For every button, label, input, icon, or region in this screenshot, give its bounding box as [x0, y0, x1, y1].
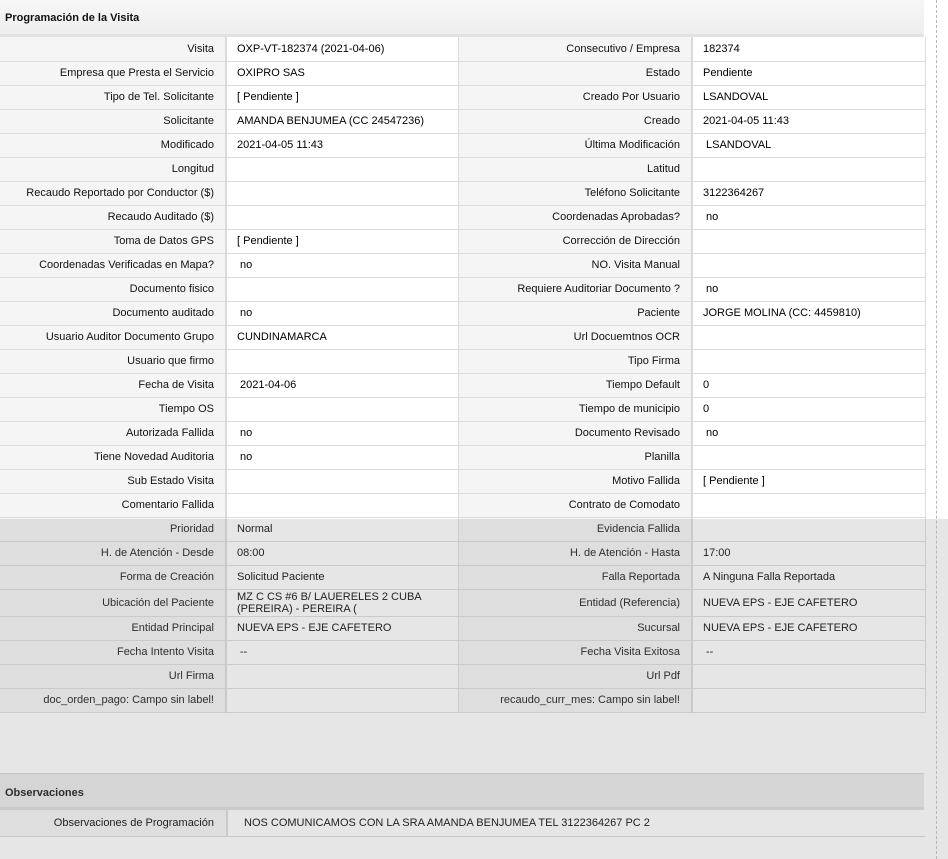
field-label: Recaudo Auditado ($): [0, 205, 226, 229]
field-label: Planilla: [458, 445, 692, 469]
field-label: Modificado: [0, 133, 226, 157]
field-label: Motivo Fallida: [458, 469, 692, 493]
field-label: Contrato de Comodato: [458, 493, 692, 517]
field-value: --: [692, 640, 925, 664]
table-row: [0, 61, 925, 85]
observaciones-row: [0, 810, 925, 837]
field-label: Sucursal: [458, 616, 692, 640]
field-label: Longitud: [0, 157, 226, 181]
table-row: [0, 37, 925, 61]
field-label: Sub Estado Visita: [0, 469, 226, 493]
field-label: Url Pdf: [458, 664, 692, 688]
table-row: [0, 517, 925, 541]
field-label: Consecutivo / Empresa: [458, 37, 692, 61]
field-value: [ Pendiente ]: [226, 229, 458, 253]
field-label: Forma de Creación: [0, 565, 226, 589]
table-row: [0, 205, 925, 229]
field-value: CUNDINAMARCA: [226, 325, 458, 349]
field-value: OXP-VT-182374 (2021-04-06): [226, 37, 458, 61]
field-value: [ Pendiente ]: [226, 85, 458, 109]
visit-details-body: [0, 37, 925, 712]
field-label: Teléfono Solicitante: [458, 181, 692, 205]
field-value: no: [226, 301, 458, 325]
table-row: [0, 301, 925, 325]
field-label: Fecha Visita Exitosa: [458, 640, 692, 664]
table-row: [0, 229, 925, 253]
field-value: [692, 253, 925, 277]
table-row: [0, 397, 925, 421]
field-value: --: [226, 640, 458, 664]
field-value: MZ C CS #6 B/ LAUERELES 2 CUBA (PEREIRA) - PEREIRA (: [226, 589, 458, 616]
table-row: [0, 133, 925, 157]
field-value: [226, 181, 458, 205]
table-row: [0, 640, 925, 664]
field-label: Fecha de Visita: [0, 373, 226, 397]
observaciones-value: NOS COMUNICAMOS CON LA SRA AMANDA BENJUMEA TEL 3122364267 PC 2: [226, 810, 925, 836]
field-label: Tiempo Default: [458, 373, 692, 397]
field-value: [226, 157, 458, 181]
field-label: Coordenadas Aprobadas?: [458, 205, 692, 229]
field-label: Toma de Datos GPS: [0, 229, 226, 253]
field-value: [ Pendiente ]: [692, 469, 925, 493]
field-label: Entidad (Referencia): [458, 589, 692, 616]
field-value: 182374: [692, 37, 925, 61]
field-label: Creado: [458, 109, 692, 133]
field-value: no: [692, 421, 925, 445]
field-value: [226, 664, 458, 688]
table-row: [0, 277, 925, 301]
field-value: [692, 445, 925, 469]
field-label: Empresa que Presta el Servicio: [0, 61, 226, 85]
table-row: [0, 253, 925, 277]
field-label: Requiere Auditoriar Documento ?: [458, 277, 692, 301]
field-value: 17:00: [692, 541, 925, 565]
field-label: Creado Por Usuario: [458, 85, 692, 109]
field-value: 2021-04-05 11:43: [226, 133, 458, 157]
field-value: no: [692, 205, 925, 229]
field-value: NUEVA EPS - EJE CAFETERO: [226, 616, 458, 640]
table-row: [0, 493, 925, 517]
field-label: Prioridad: [0, 517, 226, 541]
field-value: no: [692, 277, 925, 301]
field-label: Usuario Auditor Documento Grupo: [0, 325, 226, 349]
field-value: [226, 205, 458, 229]
field-label: Corrección de Dirección: [458, 229, 692, 253]
table-row: [0, 664, 925, 688]
table-row: [0, 616, 925, 640]
field-label: Estado: [458, 61, 692, 85]
field-value: NUEVA EPS - EJE CAFETERO: [692, 589, 925, 616]
table-row: [0, 589, 925, 616]
field-label: Tipo Firma: [458, 349, 692, 373]
field-value: no: [226, 253, 458, 277]
field-label: Documento auditado: [0, 301, 226, 325]
table-row: [0, 688, 925, 712]
table-row: [0, 445, 925, 469]
field-value: LSANDOVAL: [692, 85, 925, 109]
field-value: 08:00: [226, 541, 458, 565]
field-label: Usuario que firmo: [0, 349, 226, 373]
field-label: Ubicación del Paciente: [0, 589, 226, 616]
field-value: 2021-04-05 11:43: [692, 109, 925, 133]
field-value: [226, 688, 458, 712]
table-row: [0, 181, 925, 205]
field-value: [692, 493, 925, 517]
table-row: [0, 157, 925, 181]
field-label: Autorizada Fallida: [0, 421, 226, 445]
field-label: Visita: [0, 37, 226, 61]
field-value: [692, 157, 925, 181]
field-value: A Ninguna Falla Reportada: [692, 565, 925, 589]
field-label: H. de Atención - Hasta: [458, 541, 692, 565]
field-value: [692, 517, 925, 541]
field-label: Tiempo de municipio: [458, 397, 692, 421]
field-label: Comentario Fallida: [0, 493, 226, 517]
field-value: [692, 688, 925, 712]
field-label: Recaudo Reportado por Conductor ($): [0, 181, 226, 205]
field-value: [692, 349, 925, 373]
field-value: Solicitud Paciente: [226, 565, 458, 589]
field-value: no: [226, 421, 458, 445]
field-label: Tiempo OS: [0, 397, 226, 421]
field-value: no: [226, 445, 458, 469]
field-value: OXIPRO SAS: [226, 61, 458, 85]
table-row: [0, 421, 925, 445]
field-value: [692, 664, 925, 688]
field-value: LSANDOVAL: [692, 133, 925, 157]
field-label: Entidad Principal: [0, 616, 226, 640]
table-row: [0, 541, 925, 565]
field-value: [226, 277, 458, 301]
field-value: AMANDA BENJUMEA (CC 24547236): [226, 109, 458, 133]
table-row: [0, 565, 925, 589]
field-value: 3122364267: [692, 181, 925, 205]
scroll-guide-line: [936, 0, 937, 859]
table-row: [0, 85, 925, 109]
field-value: [226, 397, 458, 421]
field-label: Paciente: [458, 301, 692, 325]
field-label: Solicitante: [0, 109, 226, 133]
field-label: doc_orden_pago: Campo sin label!: [0, 688, 226, 712]
field-label: recaudo_curr_mes: Campo sin label!: [458, 688, 692, 712]
field-value: [692, 325, 925, 349]
field-label: H. de Atención - Desde: [0, 541, 226, 565]
table-row: [0, 469, 925, 493]
field-label: Falla Reportada: [458, 565, 692, 589]
field-value: [226, 493, 458, 517]
field-label: Tiene Novedad Auditoria: [0, 445, 226, 469]
field-label: Evidencia Fallida: [458, 517, 692, 541]
field-label: Documento fisico: [0, 277, 226, 301]
field-label: Tipo de Tel. Solicitante: [0, 85, 226, 109]
table-row: [0, 349, 925, 373]
field-value: 2021-04-06: [226, 373, 458, 397]
field-value: 0: [692, 373, 925, 397]
table-row: [0, 325, 925, 349]
field-value: [692, 229, 925, 253]
observaciones-header: Observaciones: [0, 773, 924, 810]
field-label: NO. Visita Manual: [458, 253, 692, 277]
programacion-header: Programación de la Visita: [0, 0, 924, 37]
field-label: Coordenadas Verificadas en Mapa?: [0, 253, 226, 277]
field-label: Url Docuemtnos OCR: [458, 325, 692, 349]
field-value: [226, 469, 458, 493]
field-value: [226, 349, 458, 373]
field-value: Pendiente: [692, 61, 925, 85]
field-label: Url Firma: [0, 664, 226, 688]
visit-details-table: [0, 37, 926, 713]
table-row: [0, 109, 925, 133]
field-label: Documento Revisado: [458, 421, 692, 445]
field-label: Fecha Intento Visita: [0, 640, 226, 664]
field-value: 0: [692, 397, 925, 421]
table-row: [0, 373, 925, 397]
field-value: Normal: [226, 517, 458, 541]
field-label: Última Modificación: [458, 133, 692, 157]
field-value: NUEVA EPS - EJE CAFETERO: [692, 616, 925, 640]
field-value: JORGE MOLINA (CC: 4459810): [692, 301, 925, 325]
field-label: Latitud: [458, 157, 692, 181]
observaciones-label: Observaciones de Programación: [0, 810, 226, 836]
